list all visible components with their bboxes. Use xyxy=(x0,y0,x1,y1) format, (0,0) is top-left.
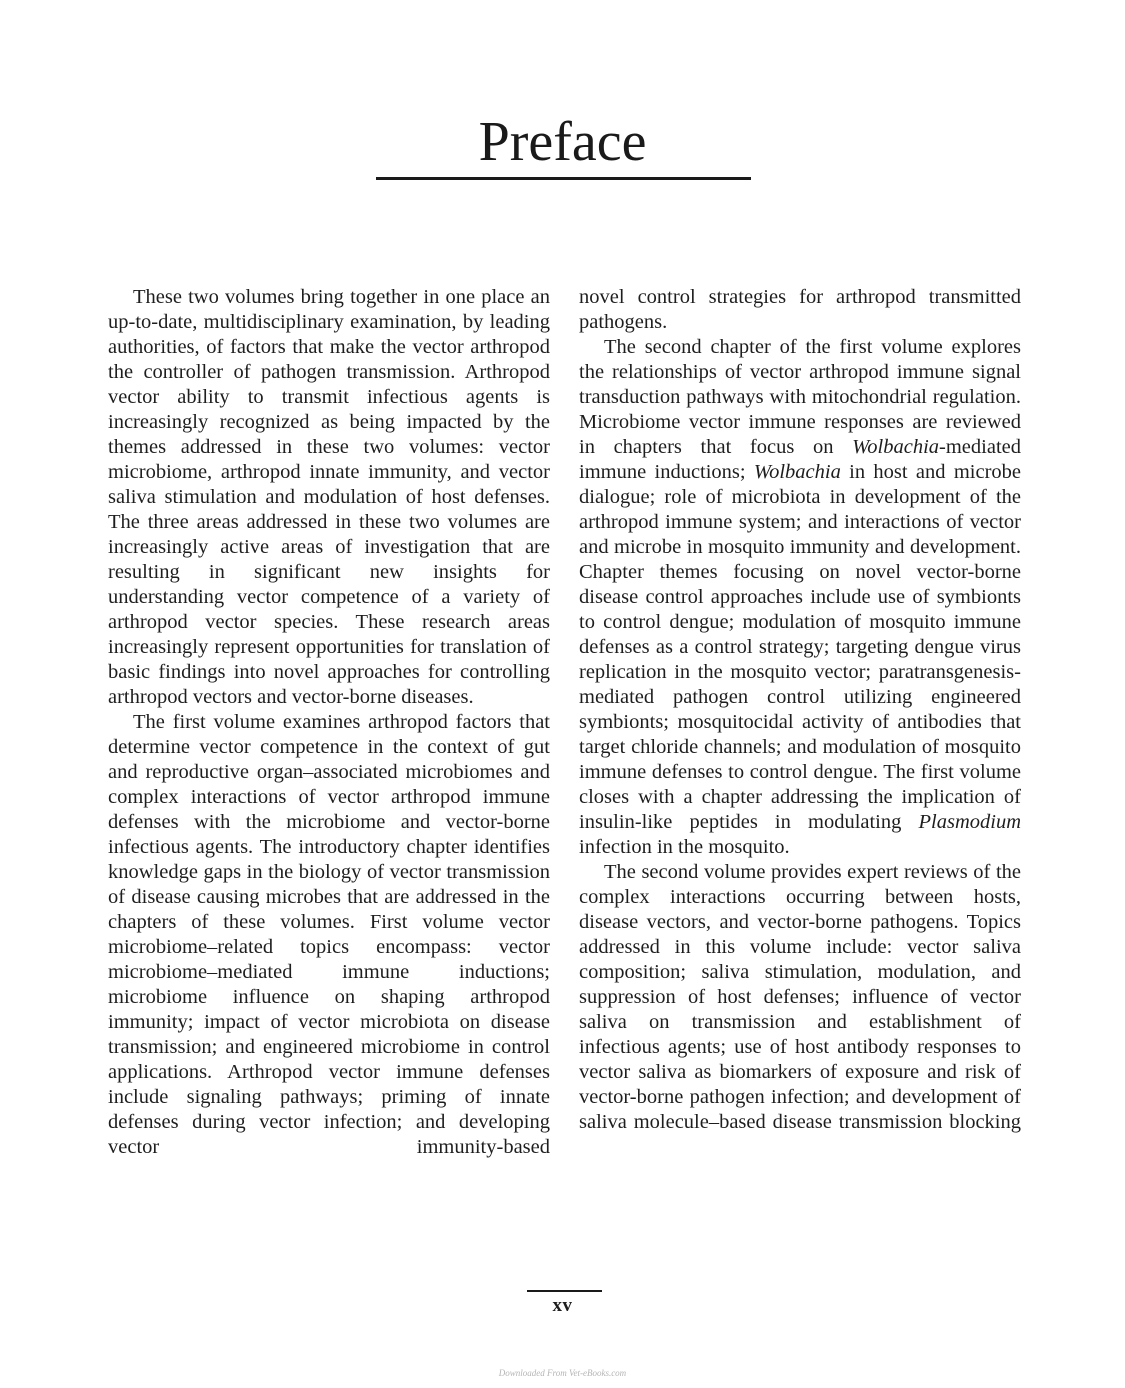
paragraph-first-volume: The first volume examines arthropod factors that determine vector competence in the context of gut and reproductive organ–associated microbiomes and complex interactions of vector arthropod immune defenses with the microbiome and vector-borne infectious agents. The introductory chapter identifies knowledge gaps in the biology of vector transmission of disease causing microbes that are addressed in the chapters of these volumes. First volume vector microbiome–related topics encompass: vector microbiome–mediated immune inductions; microbiome influence on shaping arthropod immunity; impact of vector microbiota on disease transmission; and engineered microbiome in control applications. Arthropod vector immune defenses include signaling pathways; priming of innate defenses during vector infection; and developing vector immunity-based xyxy=(108,711,550,1158)
text-run: The second chapter of the first volume explores the relationships of vector arthropod immune signal transduction pathways with mitochondrial regulation. Microbiome vector immune responses are reviewed in chapters that focus on xyxy=(579,336,1021,458)
paragraph-second-chapter xyxy=(579,335,1021,860)
plasmodium-italic: Plasmodium xyxy=(918,811,1021,833)
wolbachia-italic: Wolbachia xyxy=(852,436,940,458)
download-watermark: Downloaded From Vet-eBooks.com xyxy=(498,1368,627,1378)
paragraph-second-volume: The second volume provides expert reviews of the complex interactions occurring between hosts, disease vectors, and vector-borne pathogens. Topics addressed in this volume include: vector saliva composition; saliva stimulation, modulation, and suppression of host defenses; influence of vector saliva on transmission and establishment of infectious agents; use of host antibody responses to vector saliva as biomarkers of exposure and risk of vector-borne pathogen infection; and development of saliva molecule–based disease transmission blocking xyxy=(579,861,1021,1133)
left-column xyxy=(108,285,550,1160)
wolbachia-italic: Wolbachia xyxy=(753,461,841,483)
right-column xyxy=(579,285,1021,1135)
page-number-rule xyxy=(527,1290,602,1292)
paragraph-continuation: novel control strategies for arthropod transmitted pathogens. xyxy=(579,286,1021,333)
text-run: in host and microbe dialogue; role of microbiota in development of the arthropod immune system; and interactions of vector and microbe in mosquito immunity and development. Chapter themes focusing on novel vector-borne disease control approaches include use of symbionts to control dengue; modulation of mosquito immune defenses as a control strategy; targeting dengue virus replication in the mosquito vector; paratransgenesis-mediated pathogen control utilizing engineered symbionts; mosquitocidal activity of antibodies that target chloride channels; and modulation of mosquito immune defenses to control dengue. The first volume closes with a chapter addressing the implication of insulin-like peptides in modulating xyxy=(579,461,1021,833)
paragraph-intro: These two volumes bring together in one place an up-to-date, multidisciplinary examination, by leading authorities, of factors that make the vector arthropod the controller of pathogen transmission. Arthropod vector ability to transmit infectious agents is increasingly recognized as being impacted by the themes addressed in these two volumes: vector microbiome, arthropod innate immunity, and vector saliva stimulation and modulation of host defenses. The three areas addressed in these two volumes are increasingly active areas of investigation that are resulting in significant new insights for understanding vector competence of a variety of arthropod vector species. These research areas increasingly represent opportunities for translation of basic findings into novel approaches for controlling arthropod vectors and vector-borne diseases. xyxy=(108,286,550,708)
text-run: infection in the mosquito. xyxy=(579,836,790,858)
text-run: -mediated immune inductions; xyxy=(579,436,1021,483)
page-title: Preface xyxy=(478,111,647,173)
page-number: xv xyxy=(552,1295,573,1316)
title-underline xyxy=(376,177,751,180)
